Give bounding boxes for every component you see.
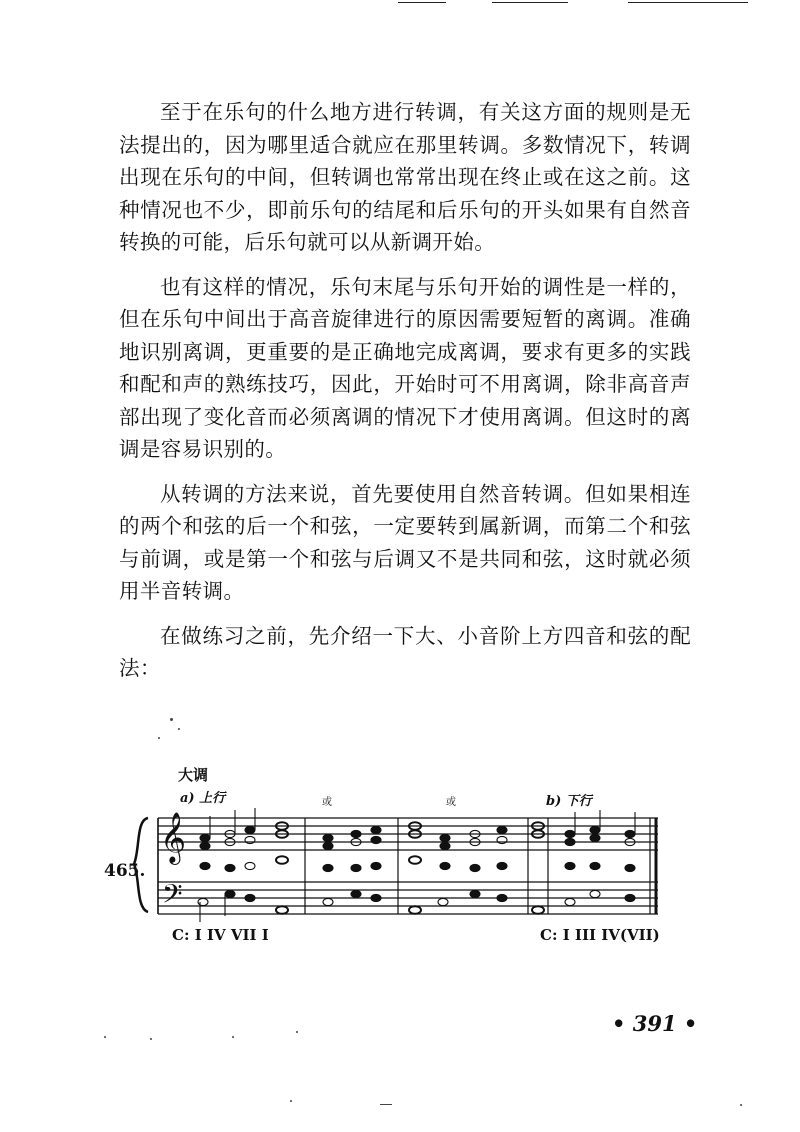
scan-speck (150, 1038, 152, 1040)
alternative-marker-2: 或 (446, 797, 456, 808)
scan-speck (232, 1036, 234, 1038)
top-rule-1 (398, 2, 446, 3)
scan-speck (290, 1100, 292, 1102)
roman-numerals-b: C: I III IV(VII) (540, 926, 660, 944)
key-heading: 大调 (178, 766, 209, 784)
paragraph-3: 从转调的方法来说，首先要使用自然音转调。但如果相连的两个和弦的后一个和弦，一定要转到属新调，而第二个和弦与前调，或是第一个和弦与后调又不是共同和弦，这时就必须用半音转调。 (119, 481, 691, 603)
page-number: • 391 • (612, 1011, 698, 1036)
scan-speck (740, 1104, 742, 1106)
scan-speck (380, 1104, 392, 1105)
clefs (160, 812, 186, 916)
paragraph-2: 也有这样的情况，乐句末尾与乐句开始的调性是一样的，但在乐句中间出于高音旋律进行的原因需要短暂的离调。准确地识别离调，更重要的是正确地完成离调，要求有更多的实践和配和声的熟练技巧，因此，开始时可不用离调，除非高音声部出现了变化音而必须离调的情况下才使用离调。但这时的离调是容易识别的。 (119, 274, 691, 461)
treble-clef-icon: 𝄞 (160, 812, 187, 863)
scan-speck (178, 728, 180, 730)
top-rule-3 (628, 2, 748, 3)
section-a-label: a) 上行 (180, 791, 226, 806)
scan-speck (170, 718, 173, 721)
scan-speck (158, 737, 160, 739)
paragraph-1: 至于在乐句的什么地方进行转调，有关这方面的规则是无法提出的，因为哪里适合就应在那里转调。多数情况下，转调出现在乐句的中间，但转调也常常出现在终止或在这之前。这种情况也不少，即前乐句的结尾和后乐句的开头如果有自然音转换的可能，后乐句就可以从新调开始。 (119, 100, 691, 254)
body-text (119, 96, 691, 697)
section-b-label: b) 下行 (546, 794, 592, 809)
roman-numerals-a: C: I IV VII I (172, 926, 269, 944)
top-rule-2 (492, 2, 568, 3)
alternative-marker-1: 或 (322, 797, 332, 808)
notes (198, 808, 635, 922)
example-number: 465. (104, 861, 146, 881)
bass-clef-icon: 𝄢 (162, 878, 183, 916)
paragraph-4: 在做练习之前，先介绍一下大、小音阶上方四音和弦的配法： (119, 623, 691, 680)
scan-speck (104, 1036, 106, 1038)
grand-staff (134, 818, 658, 914)
scan-speck (296, 1031, 298, 1033)
music-example-465 (104, 760, 690, 950)
